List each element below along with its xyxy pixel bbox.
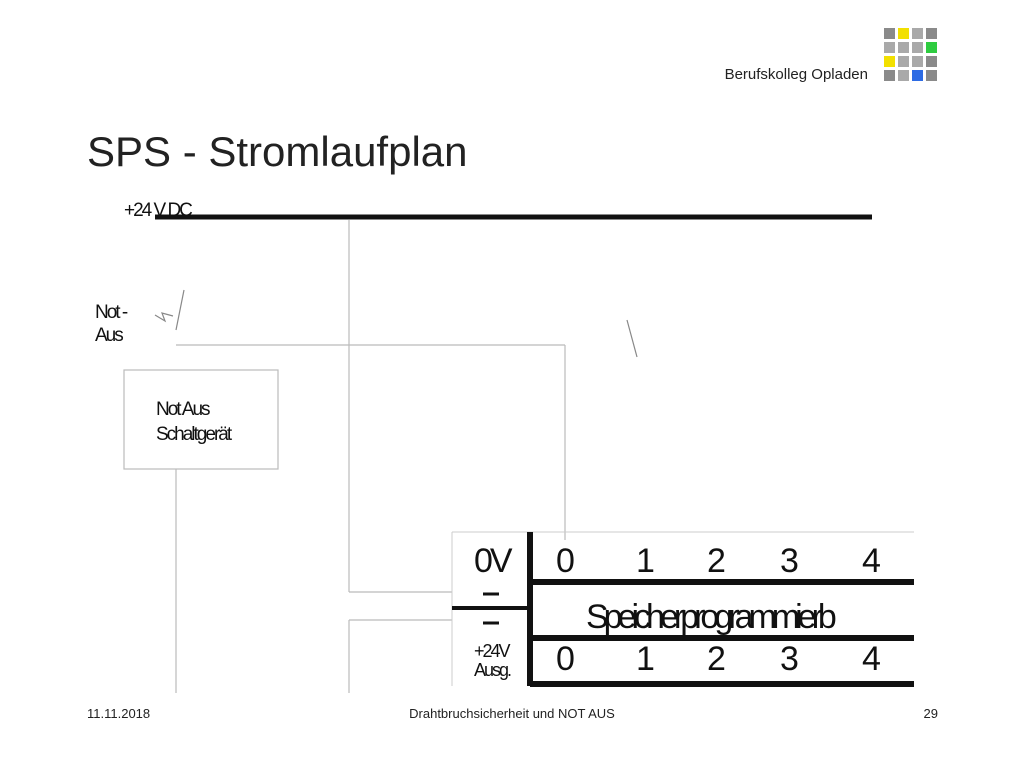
plc-supply-out-label-1: +24V bbox=[474, 641, 509, 661]
slide-title: SPS - Stromlaufplan bbox=[87, 128, 468, 175]
footer-page-number: 29 bbox=[923, 706, 938, 721]
plc-input-0: 0 bbox=[556, 542, 575, 580]
footer-date: 11.11.2018 bbox=[87, 706, 151, 721]
plc-input-1: 1 bbox=[636, 542, 655, 580]
plc-input-3: 3 bbox=[780, 542, 799, 580]
emergency-switch-label-1: Not - bbox=[95, 302, 127, 323]
plc-output-4: 4 bbox=[862, 640, 881, 678]
emergency-switch-label-2: Aus bbox=[95, 325, 122, 346]
plc-supply-out-label-2: Ausg. bbox=[474, 660, 511, 680]
input-contact-symbol bbox=[627, 320, 637, 357]
organization-name: Berufskolleg Opladen bbox=[724, 66, 868, 83]
emergency-switch-symbol bbox=[155, 290, 184, 330]
plc-description: Speicherprogrammierb bbox=[586, 598, 832, 636]
footer-topic: Drahtbruchsicherheit und NOT AUS bbox=[409, 706, 615, 721]
plc-input-4: 4 bbox=[862, 542, 881, 580]
plc-0v-label: 0V bbox=[474, 542, 510, 580]
supply-label: +24 V DC bbox=[124, 200, 191, 221]
relay-box-label-1: Not Aus bbox=[156, 399, 209, 420]
plc-output-1: 1 bbox=[636, 640, 655, 678]
plc-output-2: 2 bbox=[707, 640, 726, 678]
plc-input-2: 2 bbox=[707, 542, 726, 580]
plc-output-3: 3 bbox=[780, 640, 799, 678]
plc-output-0: 0 bbox=[556, 640, 575, 678]
relay-box-label-2: Schaltgerät bbox=[156, 424, 231, 445]
